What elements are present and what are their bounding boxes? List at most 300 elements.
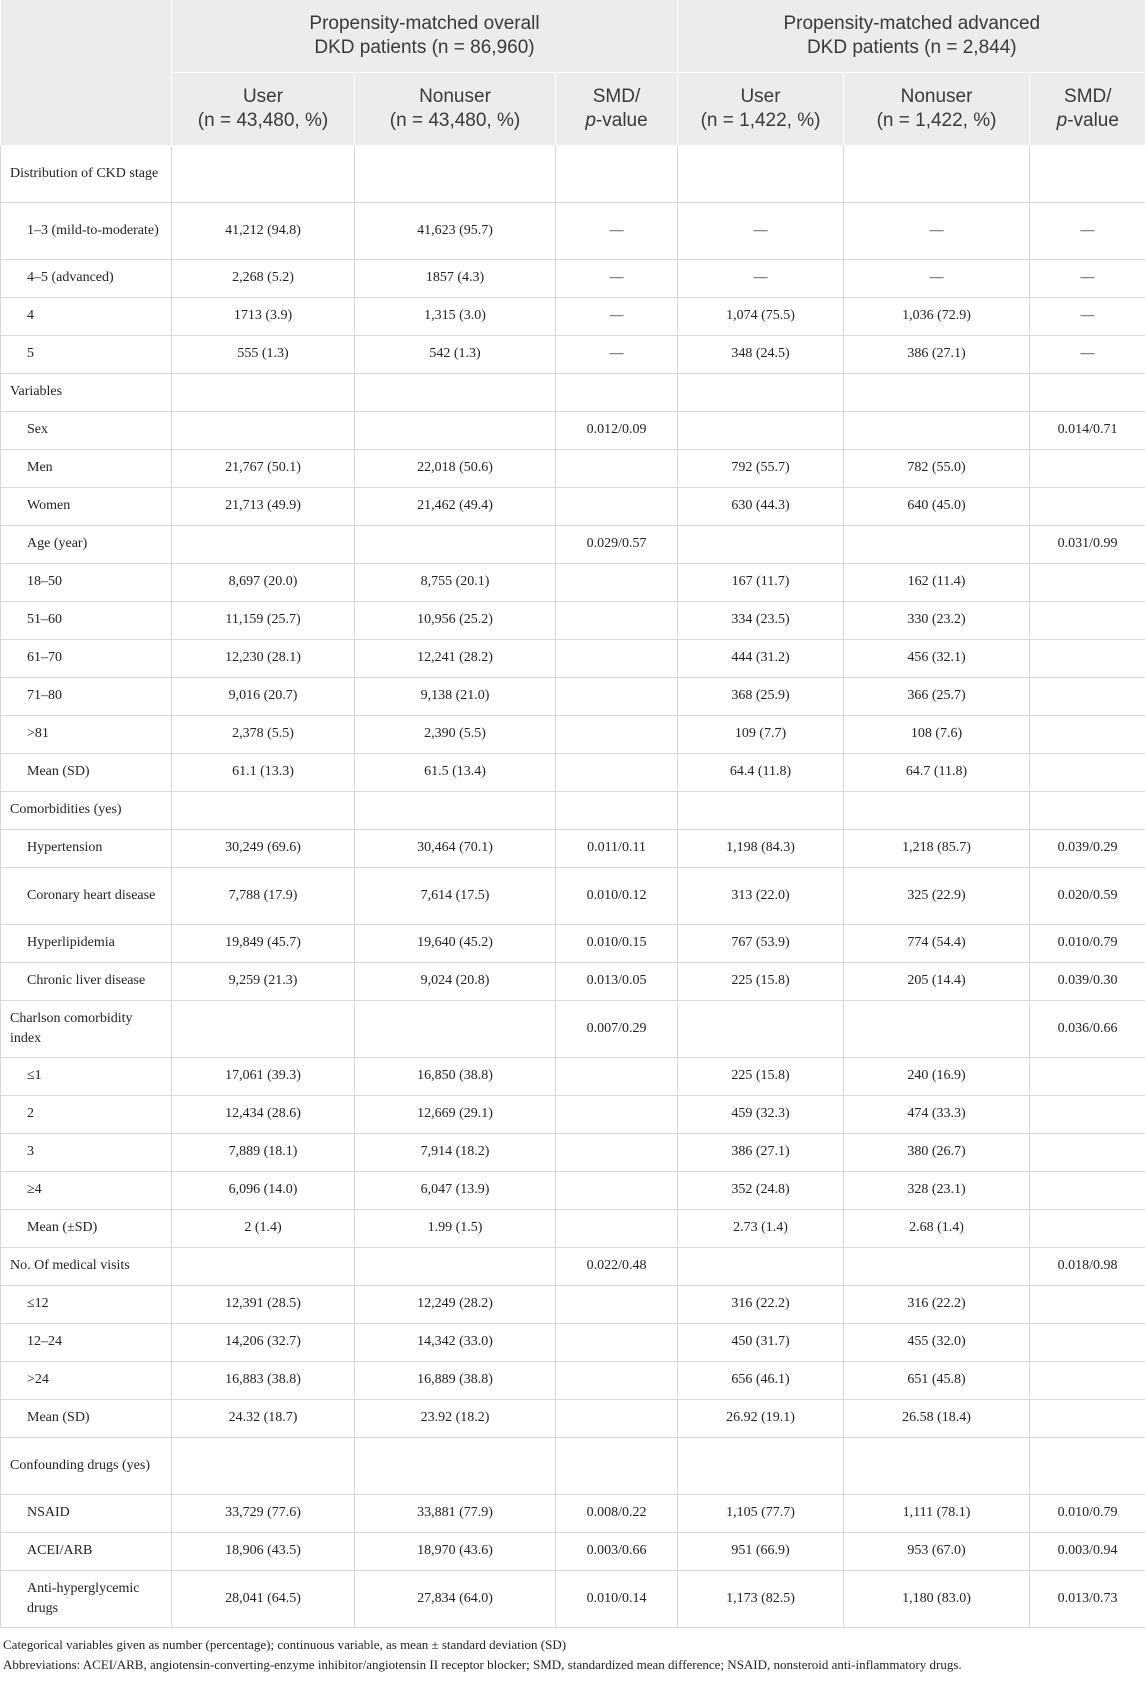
data-cell: 12,230 (28.1) (172, 639, 355, 677)
data-cell: 455 (32.0) (844, 1323, 1030, 1361)
data-cell (1030, 715, 1145, 753)
table-row (1, 753, 1145, 791)
data-cell: 21,767 (50.1) (172, 449, 355, 487)
data-cell: 61.5 (13.4) (355, 753, 556, 791)
data-cell: 64.7 (11.8) (844, 753, 1030, 791)
data-cell: 0.020/0.59 (1030, 867, 1145, 924)
data-cell (556, 373, 678, 411)
table-row (1, 487, 1145, 525)
table-row (1, 1133, 1145, 1171)
data-cell (1030, 1323, 1145, 1361)
header-advanced-smd (1030, 73, 1145, 146)
data-cell: 24.32 (18.7) (172, 1399, 355, 1437)
data-cell: 7,914 (18.2) (355, 1133, 556, 1171)
row-label-cell: Sex (1, 411, 172, 449)
data-cell: 2 (1.4) (172, 1209, 355, 1247)
data-cell: 18,906 (43.5) (172, 1532, 355, 1570)
data-cell (678, 373, 844, 411)
row-label-cell: Mean (SD) (1, 753, 172, 791)
data-cell: 0.010/0.14 (556, 1570, 678, 1627)
data-cell (556, 715, 678, 753)
data-cell: 11,159 (25.7) (172, 601, 355, 639)
data-cell (1030, 1399, 1145, 1437)
header-overall-user (172, 73, 355, 146)
data-cell: 28,041 (64.5) (172, 1570, 355, 1627)
data-cell: 9,024 (20.8) (355, 962, 556, 1000)
data-cell: 7,788 (17.9) (172, 867, 355, 924)
data-cell: 352 (24.8) (678, 1171, 844, 1209)
header-group-advanced (678, 0, 1145, 73)
table-row (1, 525, 1145, 563)
row-label-cell: Variables (1, 373, 172, 411)
data-cell: 1,315 (3.0) (355, 297, 556, 335)
row-label-cell: 61–70 (1, 639, 172, 677)
data-cell: 0.014/0.71 (1030, 411, 1145, 449)
data-cell: 1,105 (77.7) (678, 1494, 844, 1532)
row-label-cell: NSAID (1, 1494, 172, 1532)
data-cell: 0.029/0.57 (556, 525, 678, 563)
data-cell (1030, 1437, 1145, 1494)
data-cell (678, 1247, 844, 1285)
data-cell: — (678, 259, 844, 297)
data-cell (678, 1000, 844, 1057)
data-cell: 6,047 (13.9) (355, 1171, 556, 1209)
data-cell: 0.031/0.99 (1030, 525, 1145, 563)
row-label-cell: Age (year) (1, 525, 172, 563)
data-cell (1030, 145, 1145, 202)
data-cell: 656 (46.1) (678, 1361, 844, 1399)
data-cell (844, 791, 1030, 829)
data-cell: — (556, 335, 678, 373)
table-row (1, 924, 1145, 962)
data-cell (678, 145, 844, 202)
data-cell: 41,212 (94.8) (172, 202, 355, 259)
table-section-row (1, 145, 1145, 202)
data-cell (172, 1437, 355, 1494)
data-cell (556, 1095, 678, 1133)
row-label-cell: Anti-hyperglycemic drugs (1, 1570, 172, 1627)
data-cell: 953 (67.0) (844, 1532, 1030, 1570)
header-blank-cell (1, 0, 172, 145)
data-cell: 2,378 (5.5) (172, 715, 355, 753)
data-cell (556, 639, 678, 677)
table-row (1, 563, 1145, 601)
table-row (1, 1361, 1145, 1399)
table-row (1, 829, 1145, 867)
row-label-cell: 18–50 (1, 563, 172, 601)
data-cell: 30,464 (70.1) (355, 829, 556, 867)
data-cell: 1,180 (83.0) (844, 1570, 1030, 1627)
data-cell: 450 (31.7) (678, 1323, 844, 1361)
header-advanced-user-line2: (n = 1,422, %) (700, 110, 821, 131)
data-cell: 23.92 (18.2) (355, 1399, 556, 1437)
header-smd-p: p (585, 110, 596, 131)
data-cell: 33,881 (77.9) (355, 1494, 556, 1532)
data-cell: 380 (26.7) (844, 1133, 1030, 1171)
data-cell (1030, 487, 1145, 525)
data-cell (355, 1247, 556, 1285)
row-label-cell: 71–80 (1, 677, 172, 715)
data-cell (1030, 1171, 1145, 1209)
data-cell: — (1030, 259, 1145, 297)
table-footnotes (0, 1628, 1145, 1675)
data-cell: 951 (66.9) (678, 1532, 844, 1570)
data-cell (556, 1323, 678, 1361)
row-label-cell: Comorbidities (yes) (1, 791, 172, 829)
data-cell: 16,883 (38.8) (172, 1361, 355, 1399)
data-cell (556, 1171, 678, 1209)
data-cell: 334 (23.5) (678, 601, 844, 639)
data-cell: 630 (44.3) (678, 487, 844, 525)
row-label-cell: Charlson comorbidity index (1, 1000, 172, 1057)
data-cell: 0.010/0.12 (556, 867, 678, 924)
data-cell: 0.011/0.11 (556, 829, 678, 867)
data-cell: 14,206 (32.7) (172, 1323, 355, 1361)
data-cell: 1713 (3.9) (172, 297, 355, 335)
row-label-cell: ACEI/ARB (1, 1532, 172, 1570)
data-cell: 225 (15.8) (678, 1057, 844, 1095)
row-label-cell: Mean (±SD) (1, 1209, 172, 1247)
data-cell: 26.58 (18.4) (844, 1399, 1030, 1437)
table-row (1, 601, 1145, 639)
data-cell (172, 791, 355, 829)
table-row (1, 335, 1145, 373)
data-cell (1030, 1285, 1145, 1323)
data-cell: 328 (23.1) (844, 1171, 1030, 1209)
data-cell (355, 145, 556, 202)
header-group-overall-line1: Propensity-matched overall (309, 13, 540, 34)
data-cell: 792 (55.7) (678, 449, 844, 487)
data-cell: 9,259 (21.3) (172, 962, 355, 1000)
data-cell (355, 411, 556, 449)
header-smd-line1: SMD/ (592, 86, 641, 107)
data-cell (844, 145, 1030, 202)
footnote-categorical: Categorical variables given as number (percentage); continuous variable, as mean ± standard deviation (SD) (3, 1636, 567, 1652)
data-cell: — (678, 202, 844, 259)
table-header (1, 0, 1145, 145)
table-row (1, 1057, 1145, 1095)
table-row (1, 1209, 1145, 1247)
row-label-cell: Chronic liver disease (1, 962, 172, 1000)
data-cell (844, 1247, 1030, 1285)
data-cell (355, 1437, 556, 1494)
data-cell: 651 (45.8) (844, 1361, 1030, 1399)
data-cell (556, 677, 678, 715)
data-cell: 330 (23.2) (844, 601, 1030, 639)
data-cell (844, 525, 1030, 563)
data-cell (1030, 563, 1145, 601)
data-cell (1030, 677, 1145, 715)
data-cell (355, 1000, 556, 1057)
header-group-advanced-line2: DKD patients (n = 2,844) (806, 37, 1017, 58)
data-cell: 6,096 (14.0) (172, 1171, 355, 1209)
data-cell: 16,889 (38.8) (355, 1361, 556, 1399)
data-cell: 19,640 (45.2) (355, 924, 556, 962)
data-cell: 2,268 (5.2) (172, 259, 355, 297)
data-cell (844, 411, 1030, 449)
data-cell (1030, 753, 1145, 791)
header-advanced-user (678, 73, 844, 146)
data-cell: 386 (27.1) (844, 335, 1030, 373)
data-cell: 12,241 (28.2) (355, 639, 556, 677)
header-smd-value: -value (1067, 110, 1119, 131)
data-cell: 1857 (4.3) (355, 259, 556, 297)
data-cell (556, 563, 678, 601)
data-cell (172, 1247, 355, 1285)
data-cell: 41,623 (95.7) (355, 202, 556, 259)
header-overall-nonuser-line2: (n = 43,480, %) (389, 110, 521, 131)
data-cell: 474 (33.3) (844, 1095, 1030, 1133)
data-cell: 1,173 (82.5) (678, 1570, 844, 1627)
data-cell: 19,849 (45.7) (172, 924, 355, 962)
table-section-row (1, 1247, 1145, 1285)
data-cell: 0.003/0.66 (556, 1532, 678, 1570)
data-cell: 26.92 (19.1) (678, 1399, 844, 1437)
data-cell: 27,834 (64.0) (355, 1570, 556, 1627)
table-row (1, 1095, 1145, 1133)
data-cell: 2,390 (5.5) (355, 715, 556, 753)
header-advanced-nonuser-line2: (n = 1,422, %) (876, 110, 997, 131)
data-cell: 64.4 (11.8) (678, 753, 844, 791)
data-cell: 0.036/0.66 (1030, 1000, 1145, 1057)
data-cell: 2.68 (1.4) (844, 1209, 1030, 1247)
data-cell: — (1030, 335, 1145, 373)
footnote-abbreviations: Abbreviations: ACEI/ARB, angiotensin-converting-enzyme inhibitor/angiotensin II receptor blocker; SMD, standardized mean difference; NSAID, nonsteroid anti-inflammatory drugs. (3, 1656, 962, 1672)
data-cell: — (556, 202, 678, 259)
data-cell: 9,138 (21.0) (355, 677, 556, 715)
data-cell: 1,198 (84.3) (678, 829, 844, 867)
data-cell (172, 525, 355, 563)
data-cell: 17,061 (39.3) (172, 1057, 355, 1095)
data-cell (678, 1437, 844, 1494)
data-cell: 456 (32.1) (844, 639, 1030, 677)
data-cell: 7,614 (17.5) (355, 867, 556, 924)
data-cell (556, 753, 678, 791)
data-cell: 10,956 (25.2) (355, 601, 556, 639)
data-cell: 225 (15.8) (678, 962, 844, 1000)
data-cell (556, 449, 678, 487)
header-group-overall (172, 0, 678, 73)
data-cell: — (1030, 297, 1145, 335)
table-section-row (1, 791, 1145, 829)
row-label-cell: 3 (1, 1133, 172, 1171)
header-advanced-nonuser (844, 73, 1030, 146)
table-row (1, 411, 1145, 449)
row-label-cell: ≥4 (1, 1171, 172, 1209)
data-cell: 1,074 (75.5) (678, 297, 844, 335)
data-cell: 0.022/0.48 (556, 1247, 678, 1285)
table-row (1, 867, 1145, 924)
data-cell (844, 373, 1030, 411)
row-label-cell: Mean (SD) (1, 1399, 172, 1437)
data-cell (1030, 601, 1145, 639)
data-cell: 0.003/0.94 (1030, 1532, 1145, 1570)
data-cell (355, 791, 556, 829)
data-cell: 108 (7.6) (844, 715, 1030, 753)
table-row (1, 962, 1145, 1000)
row-label-cell: Men (1, 449, 172, 487)
row-label-cell: Women (1, 487, 172, 525)
row-label-cell: Hypertension (1, 829, 172, 867)
data-cell (355, 525, 556, 563)
data-cell (556, 791, 678, 829)
data-cell: 542 (1.3) (355, 335, 556, 373)
data-cell: 21,713 (49.9) (172, 487, 355, 525)
data-cell (678, 411, 844, 449)
row-label-cell: >24 (1, 1361, 172, 1399)
data-cell: 366 (25.7) (844, 677, 1030, 715)
data-cell (556, 1285, 678, 1323)
data-cell: 0.008/0.22 (556, 1494, 678, 1532)
data-cell: 109 (7.7) (678, 715, 844, 753)
data-cell: 12,249 (28.2) (355, 1285, 556, 1323)
data-cell: 640 (45.0) (844, 487, 1030, 525)
table-row (1, 1399, 1145, 1437)
data-cell (1030, 1133, 1145, 1171)
header-smd-line1: SMD/ (1064, 86, 1112, 107)
data-cell: 2.73 (1.4) (678, 1209, 844, 1247)
data-cell: 12,391 (28.5) (172, 1285, 355, 1323)
data-cell: 0.039/0.30 (1030, 962, 1145, 1000)
header-overall-smd (556, 73, 678, 146)
data-cell (1030, 791, 1145, 829)
data-cell: 444 (31.2) (678, 639, 844, 677)
data-cell: 0.010/0.79 (1030, 924, 1145, 962)
row-label-cell: ≤12 (1, 1285, 172, 1323)
data-cell: 368 (25.9) (678, 677, 844, 715)
data-cell: 0.010/0.15 (556, 924, 678, 962)
row-label-cell: Coronary heart disease (1, 867, 172, 924)
data-cell: — (556, 297, 678, 335)
table-row (1, 1494, 1145, 1532)
header-overall-user-line1: User (242, 86, 284, 107)
table-row (1, 1171, 1145, 1209)
data-cell: 0.007/0.29 (556, 1000, 678, 1057)
data-cell: — (556, 259, 678, 297)
table-row (1, 1532, 1145, 1570)
table-row (1, 449, 1145, 487)
data-cell (678, 525, 844, 563)
data-cell: 9,016 (20.7) (172, 677, 355, 715)
table-row (1, 259, 1145, 297)
data-cell: 348 (24.5) (678, 335, 844, 373)
data-cell: 30,249 (69.6) (172, 829, 355, 867)
data-cell: 555 (1.3) (172, 335, 355, 373)
data-cell: 459 (32.3) (678, 1095, 844, 1133)
data-cell (556, 1057, 678, 1095)
data-cell: — (1030, 202, 1145, 259)
data-cell: 33,729 (77.6) (172, 1494, 355, 1532)
header-overall-nonuser-line1: Nonuser (419, 86, 491, 107)
row-label-cell: Confounding drugs (yes) (1, 1437, 172, 1494)
row-label-cell: 4–5 (advanced) (1, 259, 172, 297)
data-cell: 1.99 (1.5) (355, 1209, 556, 1247)
data-cell (1030, 639, 1145, 677)
data-cell: 205 (14.4) (844, 962, 1030, 1000)
data-cell (556, 1399, 678, 1437)
data-cell (556, 1361, 678, 1399)
row-label-cell: Hyperlipidemia (1, 924, 172, 962)
table-section-row (1, 373, 1145, 411)
data-cell: 167 (11.7) (678, 563, 844, 601)
data-cell (678, 791, 844, 829)
data-cell: 316 (22.2) (844, 1285, 1030, 1323)
table-row (1, 1323, 1145, 1361)
data-cell (1030, 373, 1145, 411)
row-label-cell: 51–60 (1, 601, 172, 639)
data-cell: 1,111 (78.1) (844, 1494, 1030, 1532)
data-cell (172, 373, 355, 411)
data-cell (1030, 1361, 1145, 1399)
data-cell (355, 373, 556, 411)
data-cell: 18,970 (43.6) (355, 1532, 556, 1570)
data-cell: 316 (22.2) (678, 1285, 844, 1323)
header-overall-nonuser (355, 73, 556, 146)
data-cell: 1,218 (85.7) (844, 829, 1030, 867)
data-cell (556, 145, 678, 202)
table-row (1, 297, 1145, 335)
data-cell: 0.012/0.09 (556, 411, 678, 449)
data-cell: 0.013/0.73 (1030, 1570, 1145, 1627)
data-cell (1030, 1095, 1145, 1133)
row-label-cell: >81 (1, 715, 172, 753)
data-cell: 1,036 (72.9) (844, 297, 1030, 335)
data-cell (172, 411, 355, 449)
data-cell (556, 1133, 678, 1171)
data-cell: 0.013/0.05 (556, 962, 678, 1000)
header-advanced-nonuser-line1: Nonuser (900, 86, 973, 107)
table-row (1, 202, 1145, 259)
data-cell: 8,697 (20.0) (172, 563, 355, 601)
data-cell: 386 (27.1) (678, 1133, 844, 1171)
data-cell: 14,342 (33.0) (355, 1323, 556, 1361)
data-cell: 61.1 (13.3) (172, 753, 355, 791)
data-cell (844, 1437, 1030, 1494)
row-label-cell: No. Of medical visits (1, 1247, 172, 1285)
table-section-row (1, 1437, 1145, 1494)
data-cell: 774 (54.4) (844, 924, 1030, 962)
data-cell (556, 601, 678, 639)
data-cell: 0.010/0.79 (1030, 1494, 1145, 1532)
header-overall-user-line2: (n = 43,480, %) (197, 110, 329, 131)
data-cell: 16,850 (38.8) (355, 1057, 556, 1095)
row-label-cell: ≤1 (1, 1057, 172, 1095)
row-label-cell: 1–3 (mild-to-moderate) (1, 202, 172, 259)
row-label-cell: 2 (1, 1095, 172, 1133)
data-cell: 240 (16.9) (844, 1057, 1030, 1095)
data-cell: 325 (22.9) (844, 867, 1030, 924)
table-row (1, 1570, 1145, 1627)
header-group-advanced-line1: Propensity-matched advanced (783, 13, 1041, 34)
data-cell: 0.018/0.98 (1030, 1247, 1145, 1285)
data-cell (1030, 1209, 1145, 1247)
table-body (1, 145, 1145, 1627)
row-label-cell: 5 (1, 335, 172, 373)
data-cell: 782 (55.0) (844, 449, 1030, 487)
data-cell: 0.039/0.29 (1030, 829, 1145, 867)
data-cell: 22,018 (50.6) (355, 449, 556, 487)
table-section-row (1, 1000, 1145, 1057)
header-smd-value: -value (595, 110, 648, 131)
header-smd-p: p (1056, 110, 1068, 131)
data-cell (1030, 449, 1145, 487)
header-group-overall-line2: DKD patients (n = 86,960) (314, 37, 535, 58)
row-label-cell: 4 (1, 297, 172, 335)
data-cell: 7,889 (18.1) (172, 1133, 355, 1171)
data-cell: 12,434 (28.6) (172, 1095, 355, 1133)
row-label-cell: Distribution of CKD stage (1, 145, 172, 202)
data-cell: — (844, 202, 1030, 259)
